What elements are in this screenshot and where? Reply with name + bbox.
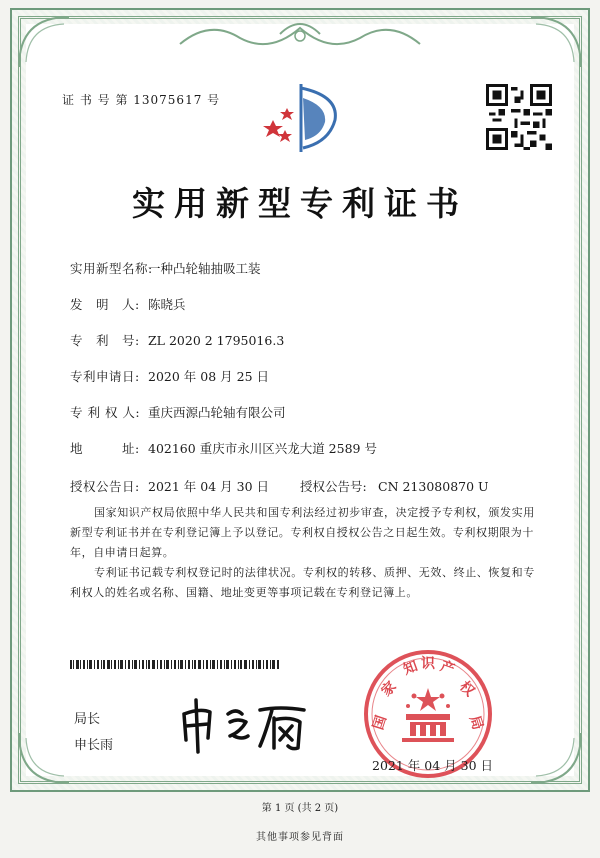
value-patentee: 重庆西源凸轮轴有限公司 (148, 405, 286, 420)
seal-char-2: 家 (378, 678, 400, 700)
value-address: 402160 重庆市永川区兴龙大道 2589 号 (148, 441, 377, 456)
label-address: 地 址: (70, 441, 140, 456)
qr-code (486, 84, 552, 150)
statement-paragraph-2: 专利证书记载专利权登记时的法律状况。专利权的转移、质押、无效、终止、恢复和专利权人的姓名或名称、国籍、地址变更等事项记载在专利登记簿上。 (70, 566, 535, 599)
patent-office-logo (255, 78, 347, 158)
seal-char-3: 知 (401, 658, 420, 679)
label-utility-model-name: 实用新型名称: (70, 261, 153, 276)
corner-ornament-bl (14, 728, 74, 788)
back-note: 其他事项参见背面 (256, 832, 344, 843)
certificate-title: 实用新型专利证书 (132, 184, 468, 223)
row-grant-date (70, 477, 269, 495)
seal-char-6: 权 (456, 678, 478, 700)
statement-paragraph-1: 国家知识产权局依照中华人民共和国专利法经过初步审查，决定授予专利权，颁发实用新型专利证书并在专利登记簿上予以登记。专利权自授权公告之日起生效。专利权期限为十年，自申请日起算。 (70, 506, 535, 559)
value-grant-number: CN 213080870 U (378, 479, 489, 494)
director-name: 申长雨 (74, 738, 114, 753)
row-utility-model-name (70, 259, 261, 277)
corner-ornament-tl (14, 12, 74, 72)
corner-ornament-tr (526, 12, 586, 72)
row-address (70, 439, 377, 457)
row-inventor (70, 295, 186, 313)
certificate-number: 证 书 号 第 13075617 号 (62, 93, 221, 107)
label-inventor: 发 明 人: (70, 297, 140, 312)
director-role: 局长 (74, 712, 101, 727)
value-patent-number: ZL 2020 2 1795016.3 (148, 333, 285, 348)
value-grant-date: 2021 年 04 月 30 日 (148, 479, 269, 494)
label-grant-number: 授权公告号: (300, 479, 367, 494)
corner-ornament-br (526, 728, 586, 788)
seal-char-1: 国 (370, 713, 390, 732)
label-patent-number: 专 利 号: (70, 333, 140, 348)
row-grant-number (300, 477, 489, 495)
top-ornament (170, 14, 430, 54)
value-inventor: 陈晓兵 (148, 297, 186, 312)
row-patentee (70, 403, 286, 421)
label-filing-date: 专利申请日: (70, 369, 140, 384)
page-number: 第 1 页 (共 2 页) (261, 803, 339, 814)
director-signature (176, 692, 316, 758)
value-filing-date: 2020 年 08 月 25 日 (148, 369, 269, 384)
seal-date: 2021 年 04 月 30 日 (372, 758, 493, 773)
row-filing-date (70, 367, 269, 385)
barcode (70, 660, 280, 669)
seal-char-4: 识 (421, 656, 435, 672)
seal-char-5: 产 (438, 658, 457, 679)
label-grant-date: 授权公告日: (70, 479, 140, 494)
row-patent-number (70, 331, 284, 349)
label-patentee: 专 利 权 人: (70, 405, 141, 420)
seal-char-7: 局 (466, 713, 486, 732)
value-utility-model-name: 一种凸轮轴抽吸工装 (148, 261, 261, 276)
